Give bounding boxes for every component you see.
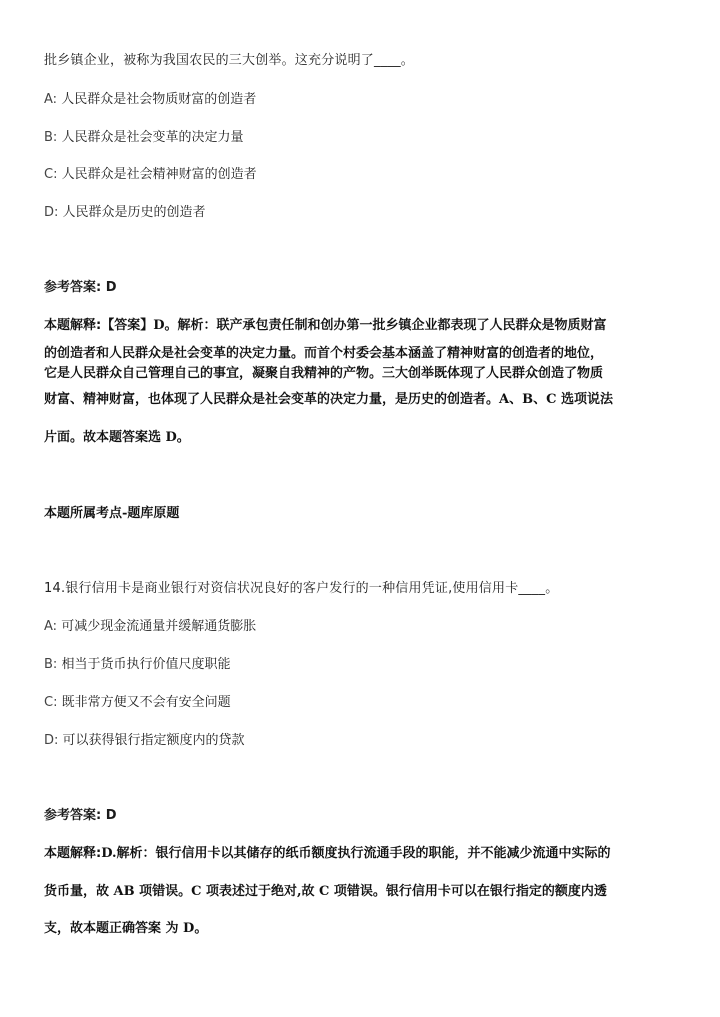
q13-stem: 批乡镇企业，被称为我国农民的三大创举。这充分说明了____。 (44, 53, 415, 68)
q14-explanation-line-2: 货币量，故 AB 项错误。C 项表述过于绝对,故 C 项错误。银行信用卡可以在银行指定的额度内透 (44, 884, 607, 899)
answer-label: 参考答案: (44, 808, 102, 823)
option-letter: D: (44, 205, 59, 220)
option-text: 可以获得银行指定额度内的贷款 (62, 733, 245, 748)
option-text: 人民群众是社会精神财富的创造者 (61, 167, 257, 182)
option-text: 既非常方便又不会有安全问题 (61, 695, 231, 710)
q13-option-b (44, 129, 243, 147)
option-text: 人民群众是社会物质财富的创造者 (61, 92, 257, 107)
option-letter: C: (44, 695, 58, 710)
q13-explanation-line-3: 它是人民群众自己管理自己的事宜，凝聚自我精神的产物。三大创举既体现了人民群众创造了物质 (44, 366, 604, 381)
q13-explanation-line-2: 的创造者和人民群众是社会变革的决定力量。而首个村委会基本涵盖了精神财富的创造者的地位， (44, 346, 604, 361)
option-letter: B: (44, 130, 58, 145)
q14-stem: 14.银行信用卡是商业银行对资信状况良好的客户发行的一种信用凭证,使用信用卡____。 (44, 581, 559, 596)
q13-option-a (44, 91, 256, 109)
explanation-text: 【答案】D。解析：联产承包责任制和创办第一批乡镇企业都表现了人民群众是物质财富 (101, 318, 607, 333)
q14-option-c (44, 694, 231, 712)
option-letter: A: (44, 619, 58, 634)
q13-explanation-line-5: 片面。故本题答案选 D。 (44, 430, 190, 445)
q13-option-c (44, 166, 257, 184)
option-letter: A: (44, 92, 58, 107)
answer-label: 参考答案: (44, 280, 102, 295)
q14-explanation-line-1 (44, 845, 611, 863)
option-text: 可减少现金流通量并缓解通货膨胀 (61, 619, 257, 634)
q14-answer (44, 807, 117, 825)
explanation-label: 本题解释: (44, 318, 102, 333)
q13-explanation-line-1 (44, 317, 606, 335)
q14-option-a (44, 618, 256, 636)
q13-answer (44, 279, 117, 297)
q13-topic: 本题所属考点-题库原题 (44, 506, 180, 521)
q13-explanation-line-4: 财富、精神财富，也体现了人民群众是社会变革的决定力量，是历史的创造者。A、B、C 选项说法 (44, 392, 613, 407)
option-text: 人民群众是历史的创造者 (62, 205, 206, 220)
q14-option-d (44, 732, 245, 750)
answer-value: D (105, 280, 117, 295)
answer-value: D (105, 808, 117, 823)
explanation-text: D.解析：银行信用卡以其储存的纸币额度执行流通手段的职能，并不能减少流通中实际的 (101, 846, 611, 861)
option-letter: C: (44, 167, 58, 182)
option-letter: B: (44, 657, 58, 672)
option-letter: D: (44, 733, 59, 748)
q13-option-d (44, 204, 206, 222)
q14-explanation-line-3: 支，故本题正确答案 为 D。 (44, 921, 208, 936)
option-text: 人民群众是社会变革的决定力量 (61, 130, 244, 145)
option-text: 相当于货币执行价值尺度职能 (61, 657, 231, 672)
q14-option-b (44, 656, 230, 674)
explanation-label: 本题解释: (44, 846, 102, 861)
